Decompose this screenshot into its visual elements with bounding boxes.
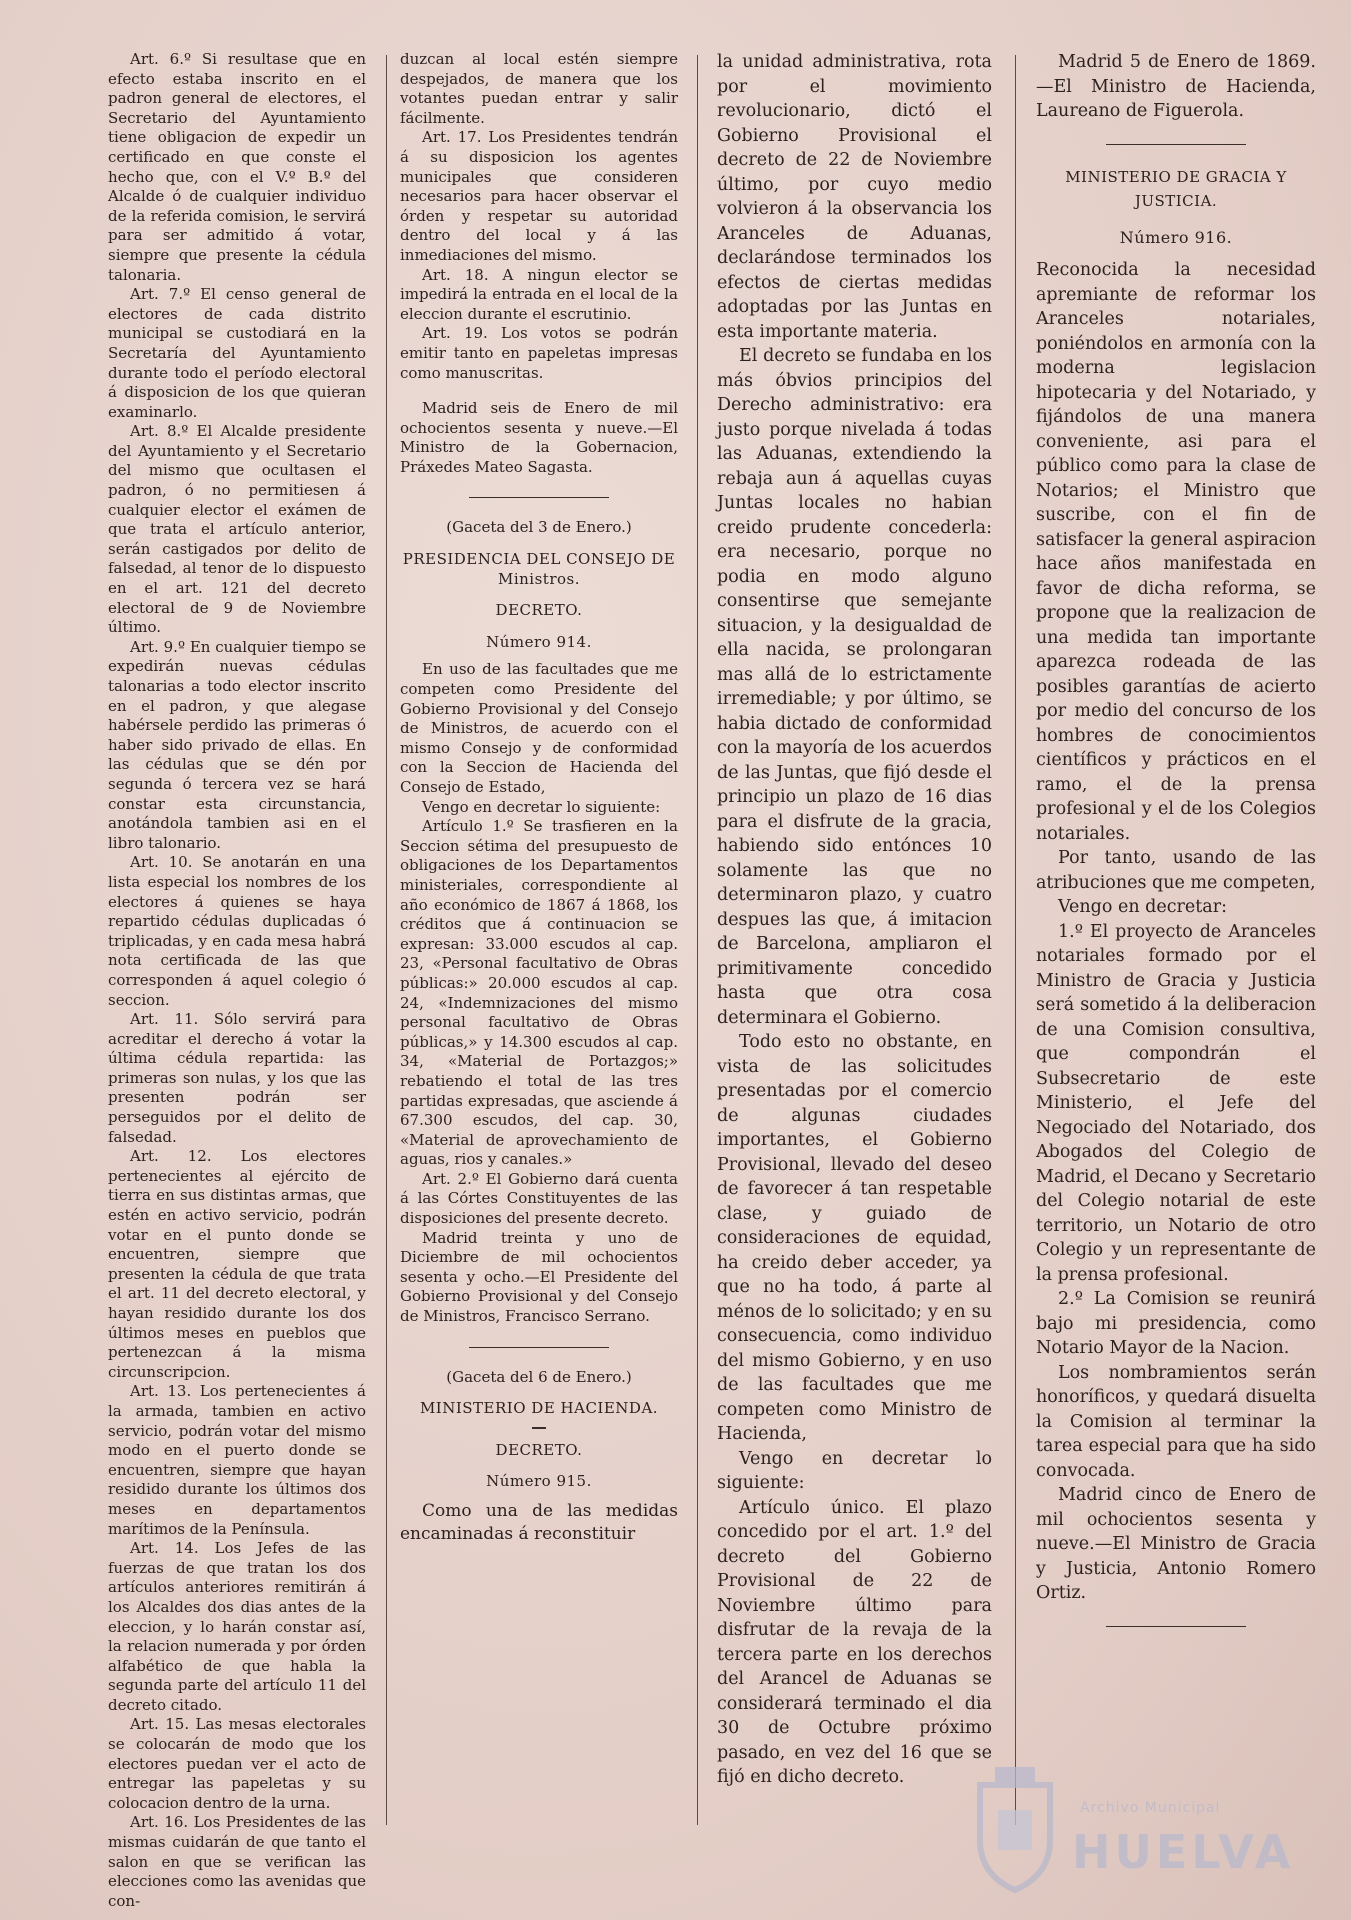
section-divider	[1106, 1626, 1246, 1627]
continuation-text: duzcan al local estén siempre despejados, de manera que los votantes puedan entrar y salir fácilmente.	[400, 50, 678, 127]
decree-article-2: Art. 2.º El Gobierno dará cuenta á las Córtes Constituyentes de las disposiciones del presente decreto.	[400, 1169, 678, 1228]
archive-watermark	[960, 1755, 1320, 1895]
article-17: Art. 17. Los Presidentes tendrán á su disposicion los agentes municipales que consideren necesarios para hacer observar el órden y respetar su autoridad dentro del local y á las inmediaciones del mismo.	[400, 128, 678, 264]
decree-article-2: 2.º La Comision se reunirá bajo mi presidencia, como Notario Mayor de la Nacion.	[1036, 1289, 1316, 1358]
column-2	[400, 50, 678, 1890]
decree-number: Número 914.	[486, 632, 592, 651]
article-7: Art. 7.º El censo general de electores de cada distrito municipal se custodiará en la Secretaría del Ayuntamiento durante todo el período electoral á disposicion de los que quieran examinarlo.	[108, 285, 366, 421]
decree-label: DECRETO.	[495, 1440, 583, 1459]
decree-paragraph: El decreto se fundaba en los más óbvios principios del Derecho administrativo: era justo porque nivelada á todas las Aduanas, extendiendo la rebaja aun á aquellas cuyas Juntas locales no habian creido prudente concederla: era necesario, porque no podia en modo alguno consentirse que semejante situacion, y la desigualdad de ella nacida, se prolongaran mas allá de lo estrictamente irremediable; y por último, se habia dictado de conformidad con la mayoría de los acuerdos de las Juntas, que fijó desde el principio un plazo de 16 dias para el disfrute de la gracia, habiendo sido entónces 10 solamente las que no determinaron plazo, y cuatro despues las que, á imitacion de Barcelona, ampliaron el primitivamente concedido hasta que otra cosa determinara el Gobierno.	[717, 346, 992, 1028]
decree-paragraph: Por tanto, usando de las atribuciones que me competen,	[1036, 848, 1316, 893]
article-18: Art. 18. A ningun elector se impedirá la entrada en el local de la eleccion durante el escrutinio.	[400, 265, 678, 323]
decree-vengo: Vengo en decretar lo siguiente:	[422, 797, 661, 816]
article-13: Art. 13. Los pertenecientes á la armada, tambien en activo servicio, podrán votar del mismo modo en el puerto donde se encuentren, siempre que hayan residido durante los últimos dos meses en departamentos marítimos de la Península.	[108, 1382, 366, 1538]
column-1	[108, 50, 366, 1910]
section-divider	[469, 1347, 609, 1348]
decree-body-start: Como una de las medidas encaminadas á reconstituir	[400, 1501, 678, 1544]
gaceta-reference: (Gaceta del 6 de Enero.)	[446, 1367, 632, 1386]
ministry-heading: MINISTERIO DE HACIENDA.	[419, 1399, 659, 1418]
column-3	[717, 50, 992, 1890]
column-rule	[1015, 55, 1016, 1825]
article-12: Art. 12. Los electores pertenecientes al ejército de tierra en sus distintas armas, que estén en activo servicio, podrán votar en el punto donde se encuentren, siempre que presenten la cédula de que trata el art. 11 del decreto electoral, y hayan residido durante los dos últimos meses en pueblos que pertenezcan á la misma circunscripcion.	[108, 1147, 366, 1381]
section-divider	[1106, 144, 1246, 145]
decree-label: DECRETO.	[495, 601, 583, 620]
decree-number: Número 916.	[1119, 227, 1233, 247]
decree-article-1: 1.º El proyecto de Aranceles notariales formado por el Ministro de Gracia y Justicia será sometido á la deliberacion de una Comision consultiva, que compondrán el Subsecretario de este Ministerio, el Jefe del Negociado del Notariado, dos Abogados del Colegio de Madrid, el Decano y Secretario del Colegio notarial de este territorio, un Notario de otro Colegio y un representante de la prensa profesional.	[1036, 921, 1316, 1285]
section-divider	[469, 497, 609, 498]
heading-dash	[532, 1427, 546, 1429]
decree-paragraph: Reconocida la necesidad apremiante de reformar los Aranceles notariales, poniéndolos en armonía con la moderna legislacion hipotecaria y del Notariado, y fijándolos de una manera conveniente, asi para el público como para la clase de Notarios; el Ministro que suscribe, con el fin de satisfacer la general aspiracion hace años manifestada en favor de dicha reforma, se propone que la realizacion de una medida tan importante aparezca rodeada de las posibles garantías de acierto por medio del concurso de los hombres de conocimientos científicos y prácticos en el ramo, el de la prensa profesional y el de los Colegios notariales.	[1036, 260, 1316, 844]
watermark-text: HUELVA	[1072, 1825, 1295, 1879]
signature-presidente: Madrid treinta y uno de Diciembre de mil ochocientos sesenta y ocho.—El Presidente del Gobierno Provisional y del Consejo de Ministros, Francisco Serrano.	[400, 1228, 678, 1326]
decree-paragraph: la unidad administrativa, rota por el movimiento revolucionario, dictó el Gobierno Provisional el decreto de 22 de Noviembre último, por cuyo medio volvieron á la observancia los Aranceles de Aduanas, declarándose terminados los efectos de ciertas medidas adoptadas por las Juntas en esta importante materia.	[717, 52, 992, 342]
column-rule	[697, 55, 698, 1825]
decree-preamble: En uso de las facultades que me competen como Presidente del Gobierno Provisional y del Consejo de Ministros, de acuerdo con el mismo Consejo y de conformidad con la Seccion de Hacienda del Consejo de Estado,	[400, 660, 678, 796]
article-11: Art. 11. Sólo servirá para acreditar el derecho á votar la última cédula repartida: las primeras son nulas, y los que las presenten podrán ser perseguidos por el delito de falsedad.	[108, 1010, 366, 1146]
article-15: Art. 15. Las mesas electorales se colocarán de modo que los electores puedan ver el acto de entregar las papeletas y su colocacion dentro de la urna.	[108, 1715, 366, 1812]
article-6: Art. 6.º Si resultase que en efecto estaba inscrito en el padron general de electores, el Secretario del Ayuntamiento tiene obligacion de expedir un certificado en que conste el hecho que, con el V.º B.º del Alcalde ó de cualquier individuo de la referida comision, le servirá para ser admitido á votar, siempre que presente la cédula talonaria.	[108, 50, 366, 284]
article-19: Art. 19. Los votos se podrán emitir tanto en papeletas impresas como manuscritas.	[400, 324, 678, 382]
coat-of-arms-icon	[960, 1755, 1070, 1895]
decree-article-1: Artículo 1.º Se trasfieren en la Seccion sétima del presupuesto de obligaciones de los Departamentos ministeriales, correspondiente al año económico de 1867 á 1868, los créditos que á continuacion se expresan: 33.000 escudos al cap. 23, «Personal facultativo de Obras públicas:» 20.000 escudos al cap. 24, «Indemnizaciones del mismo personal facultativo de Obras públicas,» y 14.300 escudos al cap. 34, «Material de Portazgos;» rebatiendo el total de las tres partidas expresadas, que asciende á 67.300 escudos, del cap. 30, «Material de aprovechamiento de aguas, rios y canales.»	[400, 817, 678, 1169]
decree-number: Número 915.	[486, 1472, 592, 1491]
article-9: Art. 9.º En cualquier tiempo se expedirán nuevas cédulas talonarias a todo elector inscrito en el padron, y que alegase habérsele perdido las primeras ó haber sido privado de ellas. En las cédulas que se dén por segunda ó tercera vez se hará constar esta circunstancia, anotándola tambien asi en el libro talonario.	[108, 637, 366, 852]
article-14: Art. 14. Los Jefes de las fuerzas de que tratan los dos artículos anteriores remitirán á los Alcaldes dos dias antes de la eleccion, y lo harán constar así, la relacion numerada y por órden alfabético de que habla la segunda parte del artículo 11 del decreto citado.	[108, 1539, 366, 1714]
decree-vengo: Vengo en decretar lo siguiente:	[717, 1448, 992, 1493]
decree-article-unico: Artículo único. El plazo concedido por el art. 1.º del decreto del Gobierno Provisional de 22 de Noviembre último para disfrutar de la revaja de la tercera parte en los derechos del Arancel de Aduanas se considerará terminado el dia 30 de Octubre próximo pasado, en vez del 16 que se fijó en dicho decreto.	[717, 1497, 992, 1787]
signature-hacienda: Madrid 5 de Enero de 1869.—El Ministro de Hacienda, Laureano de Figuerola.	[1036, 52, 1316, 121]
watermark-label: Archivo Municipal	[1080, 1800, 1221, 1816]
column-rule	[386, 55, 387, 1825]
article-10: Art. 10. Se anotarán en una lista especial los nombres de los electores á quienes se haya repartido cédulas duplicadas ó triplicadas, y en cada mesa habrá nota certificada de las que corresponden á aquel colegio ó seccion.	[108, 853, 366, 1009]
signature-gracia-justicia: Madrid cinco de Enero de mil ochocientos sesenta y nueve.—El Ministro de Gracia y Justicia, Antonio Romero Ortiz.	[1036, 1485, 1316, 1603]
article-16: Art. 16. Los Presidentes de las mismas cuidarán de que tanto el salon en que se verifican las elecciones como las avenidas que con-	[108, 1813, 366, 1910]
decree-paragraph: Todo esto no obstante, en vista de las solicitudes presentadas por el comercio de algunas ciudades importantes, el Gobierno Provisional, llevado del deseo de favorecer á tan respetable clase, y guiado de consideraciones de equidad, ha creido deber acceder, ya que no ha todo, á parte al ménos de lo solicitado; y en su consecuencia, como individuo del mismo Gobierno, y en uso de las facultades que me competen como Ministro de Hacienda,	[717, 1032, 992, 1444]
signature-gobernacion: Madrid seis de Enero de mil ochocientos sesenta y nueve.—El Ministro de la Gobernacion, Práxedes Mateo Sagasta.	[400, 399, 678, 476]
decree-vengo: Vengo en decretar:	[1058, 897, 1227, 917]
gaceta-reference: (Gaceta del 3 de Enero.)	[446, 518, 632, 537]
article-8: Art. 8.º El Alcalde presidente del Ayuntamiento y el Secretario del mismo que ocultasen el padron, ó no permitiesen á cualquier elector el exámen de que trata el artículo anterior, serán castigados por delito de falsedad, al tenor de lo dispuesto en el art. 121 del decreto electoral de 9 de Noviembre último.	[108, 422, 366, 637]
ministry-heading: PRESIDENCIA DEL CONSEJO DE Ministros.	[402, 550, 676, 588]
column-4	[1036, 50, 1316, 1890]
decree-paragraph: Los nombramientos serán honoríficos, y quedará disuelta la Comision al terminar la tarea especial para que ha sido convocada.	[1036, 1362, 1316, 1481]
ministry-heading: MINISTERIO DE GRACIA Y JUSTICIA.	[1065, 167, 1287, 210]
